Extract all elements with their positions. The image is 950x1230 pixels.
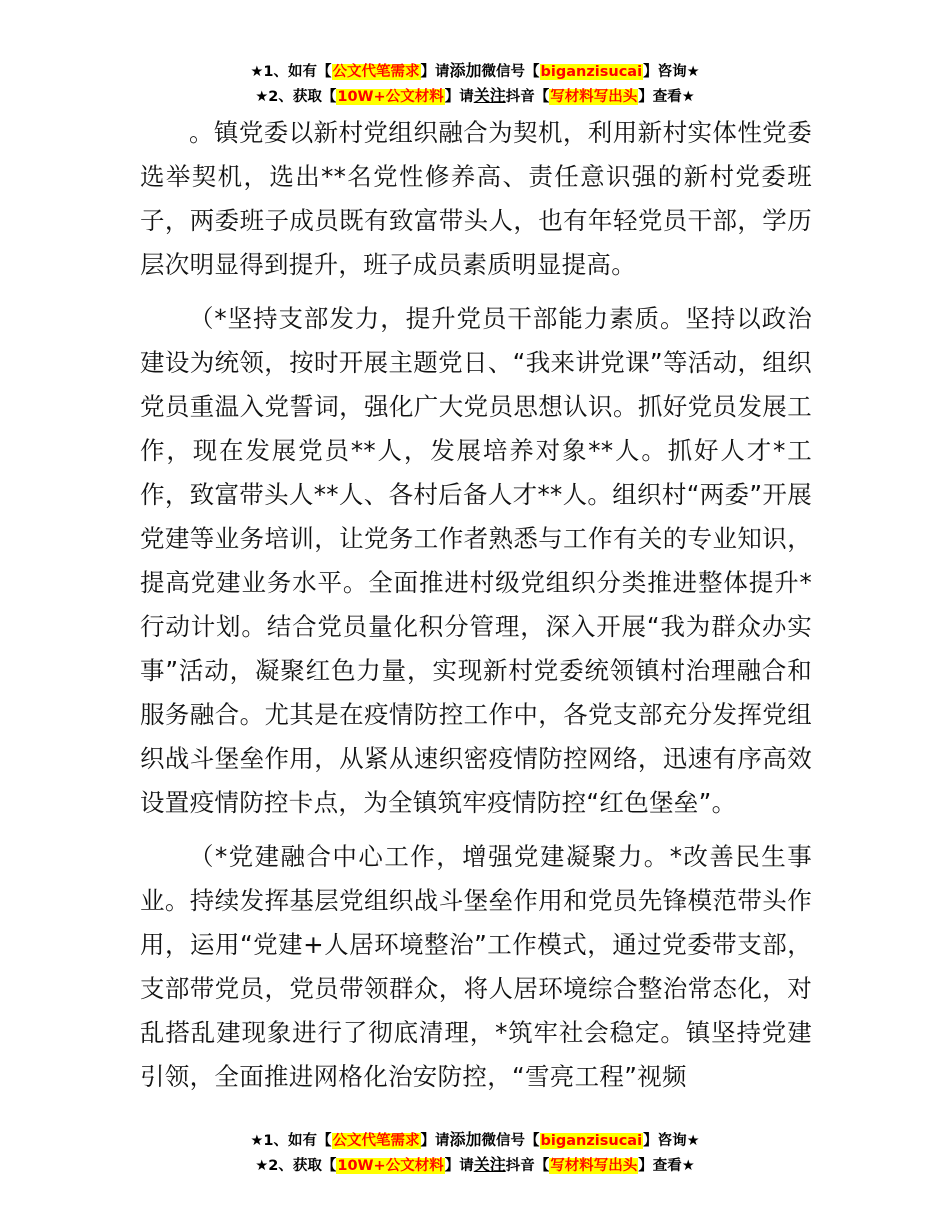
footer-banner [0, 1128, 950, 1178]
footer-line2-highlight-douyin: 写材料写出头 [550, 1158, 638, 1174]
header-line2-highlight-douyin: 写材料写出头 [550, 89, 638, 105]
paragraph-2: （*坚持支部发力，提升党员干部能力素质。坚持以政治建设为统领，按时开展主题党日、“我来讲党课”等活动，组织党员重温入党誓词，强化广大党员思想认识。抓好党员发展工作，现在发展党员**人，发展培养对象**人。抓好人才*工作，致富带头人**人、各村后备人才**人。组织村“两委”开展党建等业务培训，让党务工作者熟悉与工作有关的专业知识，提高党建业务水平。全面推进村级党组织分类推进整体提升*行动计划。结合党员量化积分管理，深入开展“我为群众办实事”活动，凝聚红色力量，实现新村党委统领镇村治理融合和服务融合。尤其是在疫情防控工作中，各党支部充分发挥党组织战斗堡垒作用，从紧从速织密疫情防控网络，迅速有序高效设置疫情防控卡点，为全镇筑牢疫情防控“红色堡垒”。 [140, 304, 812, 817]
header-line1-highlight-service: 公文代笔需求 [332, 64, 420, 80]
paragraph-3: （*党建融合中心工作，增强党建凝聚力。*改善民生事业。持续发挥基层党组织战斗堡垒作用和党员先锋模范带头作用，运用“党建+人居环境整治”工作模式，通过党委带支部，支部带党员，党员带领群众，将人居环境综合整治常态化，对乱搭乱建现象进行了彻底清理，*筑牢社会稳定。镇坚持党建引领，全面推进网格化治安防控，“雪亮工程”视频 [140, 842, 812, 1091]
header-line1-highlight-wechat: biganzisucai [540, 64, 643, 80]
header-line2-mid1: 】请 [444, 89, 474, 105]
footer-line-1 [0, 1128, 950, 1153]
footer-line2-suffix: 】查看★ [638, 1158, 695, 1174]
footer-line1-mid2: 微信号【 [481, 1133, 540, 1149]
footer-line1-mid1: 】请 [420, 1133, 450, 1149]
footer-line-2 [0, 1153, 950, 1178]
header-line2-mid2: 抖音【 [505, 89, 550, 105]
header-line-2 [0, 84, 950, 109]
header-line1-emph: 添加 [449, 61, 482, 80]
footer-line1-highlight-wechat: biganzisucai [540, 1133, 643, 1149]
header-line2-prefix: ★2、获取【 [255, 89, 337, 105]
footer-line1-suffix: 】咨询★ [643, 1133, 700, 1149]
footer-line2-prefix: ★2、获取【 [255, 1158, 337, 1174]
footer-line2-mid1: 】请 [444, 1158, 474, 1174]
header-line1-mid1: 】请 [420, 64, 450, 80]
footer-line1-prefix: ★1、如有【 [250, 1133, 332, 1149]
header-line2-highlight-materials: 10W+公文材料 [337, 89, 444, 105]
header-banner [0, 59, 950, 109]
footer-line2-emph: 关注 [473, 1155, 506, 1174]
header-line1-prefix: ★1、如有【 [250, 64, 332, 80]
paragraph-1: 。镇党委以新村党组织融合为契机，利用新村实体性党委选举契机，选出**名党性修养高、责任意识强的新村党委班子，两委班子成员既有致富带头人，也有年轻党员干部，学历层次明显得到提升，班子成员素质明显提高。 [140, 118, 812, 279]
header-line2-suffix: 】查看★ [638, 89, 695, 105]
header-line1-suffix: 】咨询★ [643, 64, 700, 80]
footer-line2-highlight-materials: 10W+公文材料 [337, 1158, 444, 1174]
footer-line2-mid2: 抖音【 [505, 1158, 550, 1174]
header-line-1 [0, 59, 950, 84]
footer-line1-emph: 添加 [449, 1130, 482, 1149]
document-body [140, 111, 812, 1109]
footer-line1-highlight-service: 公文代笔需求 [332, 1133, 420, 1149]
header-line2-emph: 关注 [473, 86, 506, 105]
header-line1-mid2: 微信号【 [481, 64, 540, 80]
